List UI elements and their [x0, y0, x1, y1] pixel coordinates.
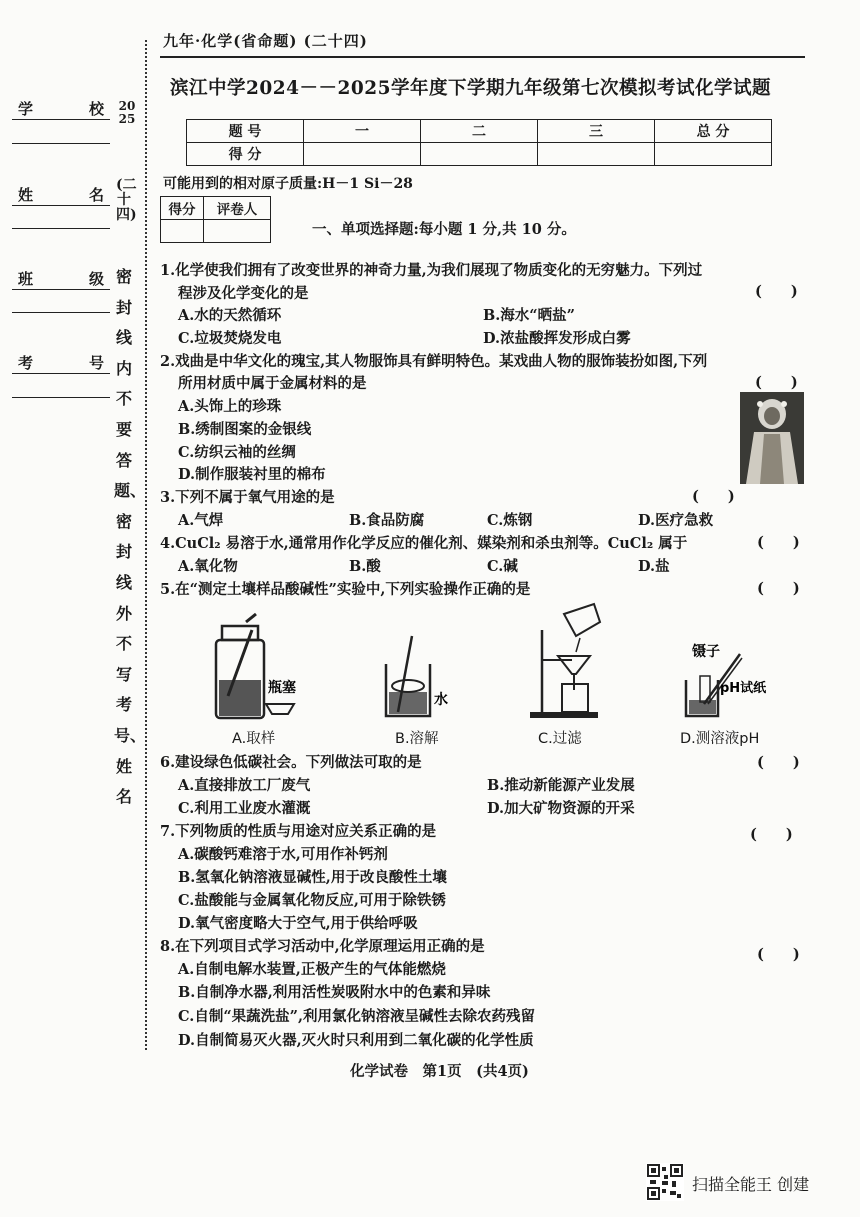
q3-option-b: B.食品防腐 — [349, 512, 425, 529]
q1-option-a: A.水的天然循环 — [178, 307, 282, 324]
school-field: 学 校 — [12, 96, 110, 120]
q5-option-c: C.过滤 — [538, 731, 582, 747]
q3-option-d: D.医疗急救 — [638, 512, 714, 529]
ph-test-diagram — [686, 643, 767, 716]
question-1-line-1: 1.化学使我们拥有了改变世界的神奇力量,为我们展现了物质变化的无穷魅力。下列过 — [160, 262, 703, 279]
q4-option-c: C.碱 — [487, 558, 518, 575]
q1-option-c: C.垃圾焚烧发电 — [178, 330, 282, 347]
q3-option-a: A.气焊 — [178, 512, 224, 529]
q2-option-c: C.纺织云袖的丝绸 — [178, 444, 296, 461]
seal-warning-text: 密封线内不要答题、密封线外不写考号、姓名 — [114, 267, 147, 807]
answer-blank-3[interactable]: ( ) — [692, 488, 735, 505]
seal-dotted-line — [145, 40, 147, 1050]
q6-option-c: C.利用工业废水灌溉 — [178, 800, 311, 817]
question-4: 4.CuCl₂ 易溶于水,通常用作化学反应的催化剂、媒染剂和杀虫剂等。CuCl₂ 属于 — [160, 535, 688, 552]
page-footer: 化学试卷 第1页 (共4页) — [350, 1063, 529, 1080]
score-header-cell: 一 — [304, 120, 421, 143]
grader-name-label: 评卷人 — [204, 197, 271, 220]
q2-option-d: D.制作服装衬里的棉布 — [178, 466, 326, 483]
score-header-cell: 三 — [538, 120, 655, 143]
question-1-line-2: 程涉及化学变化的是 — [178, 285, 309, 302]
q8-option-c: C.自制“果蔬洗盐”,利用氯化钠溶液呈碱性去除农药残留 — [178, 1008, 536, 1025]
answer-blank-5[interactable]: ( ) — [757, 580, 800, 597]
opera-costume-photo — [740, 392, 804, 484]
q5-option-b: B.溶解 — [395, 731, 439, 747]
sampling-diagram — [216, 614, 296, 718]
class-field: 班 级 — [12, 266, 110, 290]
q2-option-a: A.头饰上的珍珠 — [178, 398, 282, 415]
header-rule — [160, 56, 805, 58]
ph-paper-label: pH试纸 — [720, 681, 767, 696]
answer-blank-2[interactable]: ( ) — [755, 374, 798, 391]
question-2-line-1: 2.戏曲是中华文化的瑰宝,其人物服饰具有鲜明特色。某戏曲人物的服饰装扮如图,下列 — [160, 353, 708, 370]
scanner-watermark: 扫描全能王 创建 — [692, 1175, 810, 1194]
question-3: 3.下列不属于氧气用途的是 — [160, 489, 335, 506]
q3-option-c: C.炼钢 — [487, 512, 533, 529]
school-line — [12, 143, 110, 144]
q7-option-b: B.氢氧化钠溶液显碱性,用于改良酸性土壤 — [178, 869, 447, 886]
question-7: 7.下列物质的性质与用途对应关系正确的是 — [160, 823, 437, 840]
question-8: 8.在下列项目式学习活动中,化学原理运用正确的是 — [160, 938, 485, 955]
grader-table — [160, 196, 271, 243]
q7-option-a: A.碳酸钙难溶于水,可用作补钙剂 — [178, 846, 388, 863]
q4-option-b: B.酸 — [349, 558, 381, 575]
score-header-cell: 二 — [421, 120, 538, 143]
water-label: 水 — [434, 692, 448, 708]
q6-option-a: A.直接排放工厂废气 — [178, 777, 311, 794]
stopper-label: 瓶塞 — [268, 680, 296, 696]
q7-option-c: C.盐酸能与金属氧化物反应,可用于除铁锈 — [178, 892, 446, 909]
q8-option-b: B.自制净水器,利用活性炭吸附水中的色素和异味 — [178, 984, 491, 1001]
name-line — [12, 228, 110, 229]
answer-blank-1[interactable]: ( ) — [755, 283, 798, 300]
score-cell[interactable] — [421, 143, 538, 166]
q6-option-b: B.推动新能源产业发展 — [487, 777, 635, 794]
answer-blank-7[interactable]: ( ) — [750, 826, 793, 843]
answer-blank-8[interactable]: ( ) — [757, 946, 800, 963]
score-table — [186, 119, 772, 166]
question-5: 5.在“测定土壤样品酸碱性”实验中,下列实验操作正确的是 — [160, 581, 531, 598]
atomic-mass-note: 可能用到的相对原子质量:H－1 Si－28 — [163, 176, 413, 192]
question-2-line-2: 所用材质中属于金属材料的是 — [178, 375, 367, 392]
q1-option-d: D.浓盐酸挥发形成白雾 — [483, 330, 631, 347]
q4-option-a: A.氧化物 — [178, 558, 238, 575]
q8-option-a: A.自制电解水装置,正极产生的气体能燃烧 — [178, 961, 446, 978]
score-cell[interactable] — [538, 143, 655, 166]
name-field: 姓 名 — [12, 182, 110, 206]
tweezers-label: 镊子 — [692, 644, 720, 660]
dissolving-diagram — [386, 636, 448, 716]
side-year: 2025 — [118, 99, 136, 126]
question-6: 6.建设绿色低碳社会。下列做法可取的是 — [160, 754, 422, 771]
filtering-diagram — [530, 604, 600, 718]
qr-code-icon — [646, 1163, 684, 1201]
series-banner: 九年·化学(省命题) (二十四) — [163, 32, 368, 50]
answer-blank-6[interactable]: ( ) — [757, 754, 800, 771]
class-line — [12, 312, 110, 313]
q4-option-d: D.盐 — [638, 558, 670, 575]
answer-blank-4[interactable]: ( ) — [757, 534, 800, 551]
score-row-label: 得 分 — [187, 143, 304, 166]
q8-option-d: D.自制简易灭火器,灭火时只利用到二氧化碳的化学性质 — [178, 1032, 534, 1049]
grader-name-cell[interactable] — [204, 220, 271, 243]
exam-title: 滨江中学2024－－2025学年度下学期九年级第七次模拟考试化学试题 — [170, 78, 771, 99]
q6-option-d: D.加大矿物资源的开采 — [487, 800, 635, 817]
q1-option-b: B.海水“晒盐” — [483, 307, 575, 324]
score-header-cell: 总 分 — [655, 120, 772, 143]
score-cell[interactable] — [304, 143, 421, 166]
exam-number-line — [12, 397, 110, 398]
grader-score-cell[interactable] — [161, 220, 204, 243]
q5-option-d: D.测溶液pH — [680, 731, 760, 747]
q5-option-a: A.取样 — [232, 731, 276, 747]
score-header-cell: 题 号 — [187, 120, 304, 143]
exam-number-field: 考 号 — [12, 350, 110, 374]
grader-score-label: 得分 — [161, 197, 204, 220]
score-cell[interactable] — [655, 143, 772, 166]
q7-option-d: D.氧气密度略大于空气,用于供给呼吸 — [178, 915, 418, 932]
q2-option-b: B.绣制图案的金银线 — [178, 421, 312, 438]
side-sequence: (二十四) — [116, 177, 137, 223]
section-heading: 一、单项选择题:每小题 1 分,共 10 分。 — [312, 221, 576, 238]
